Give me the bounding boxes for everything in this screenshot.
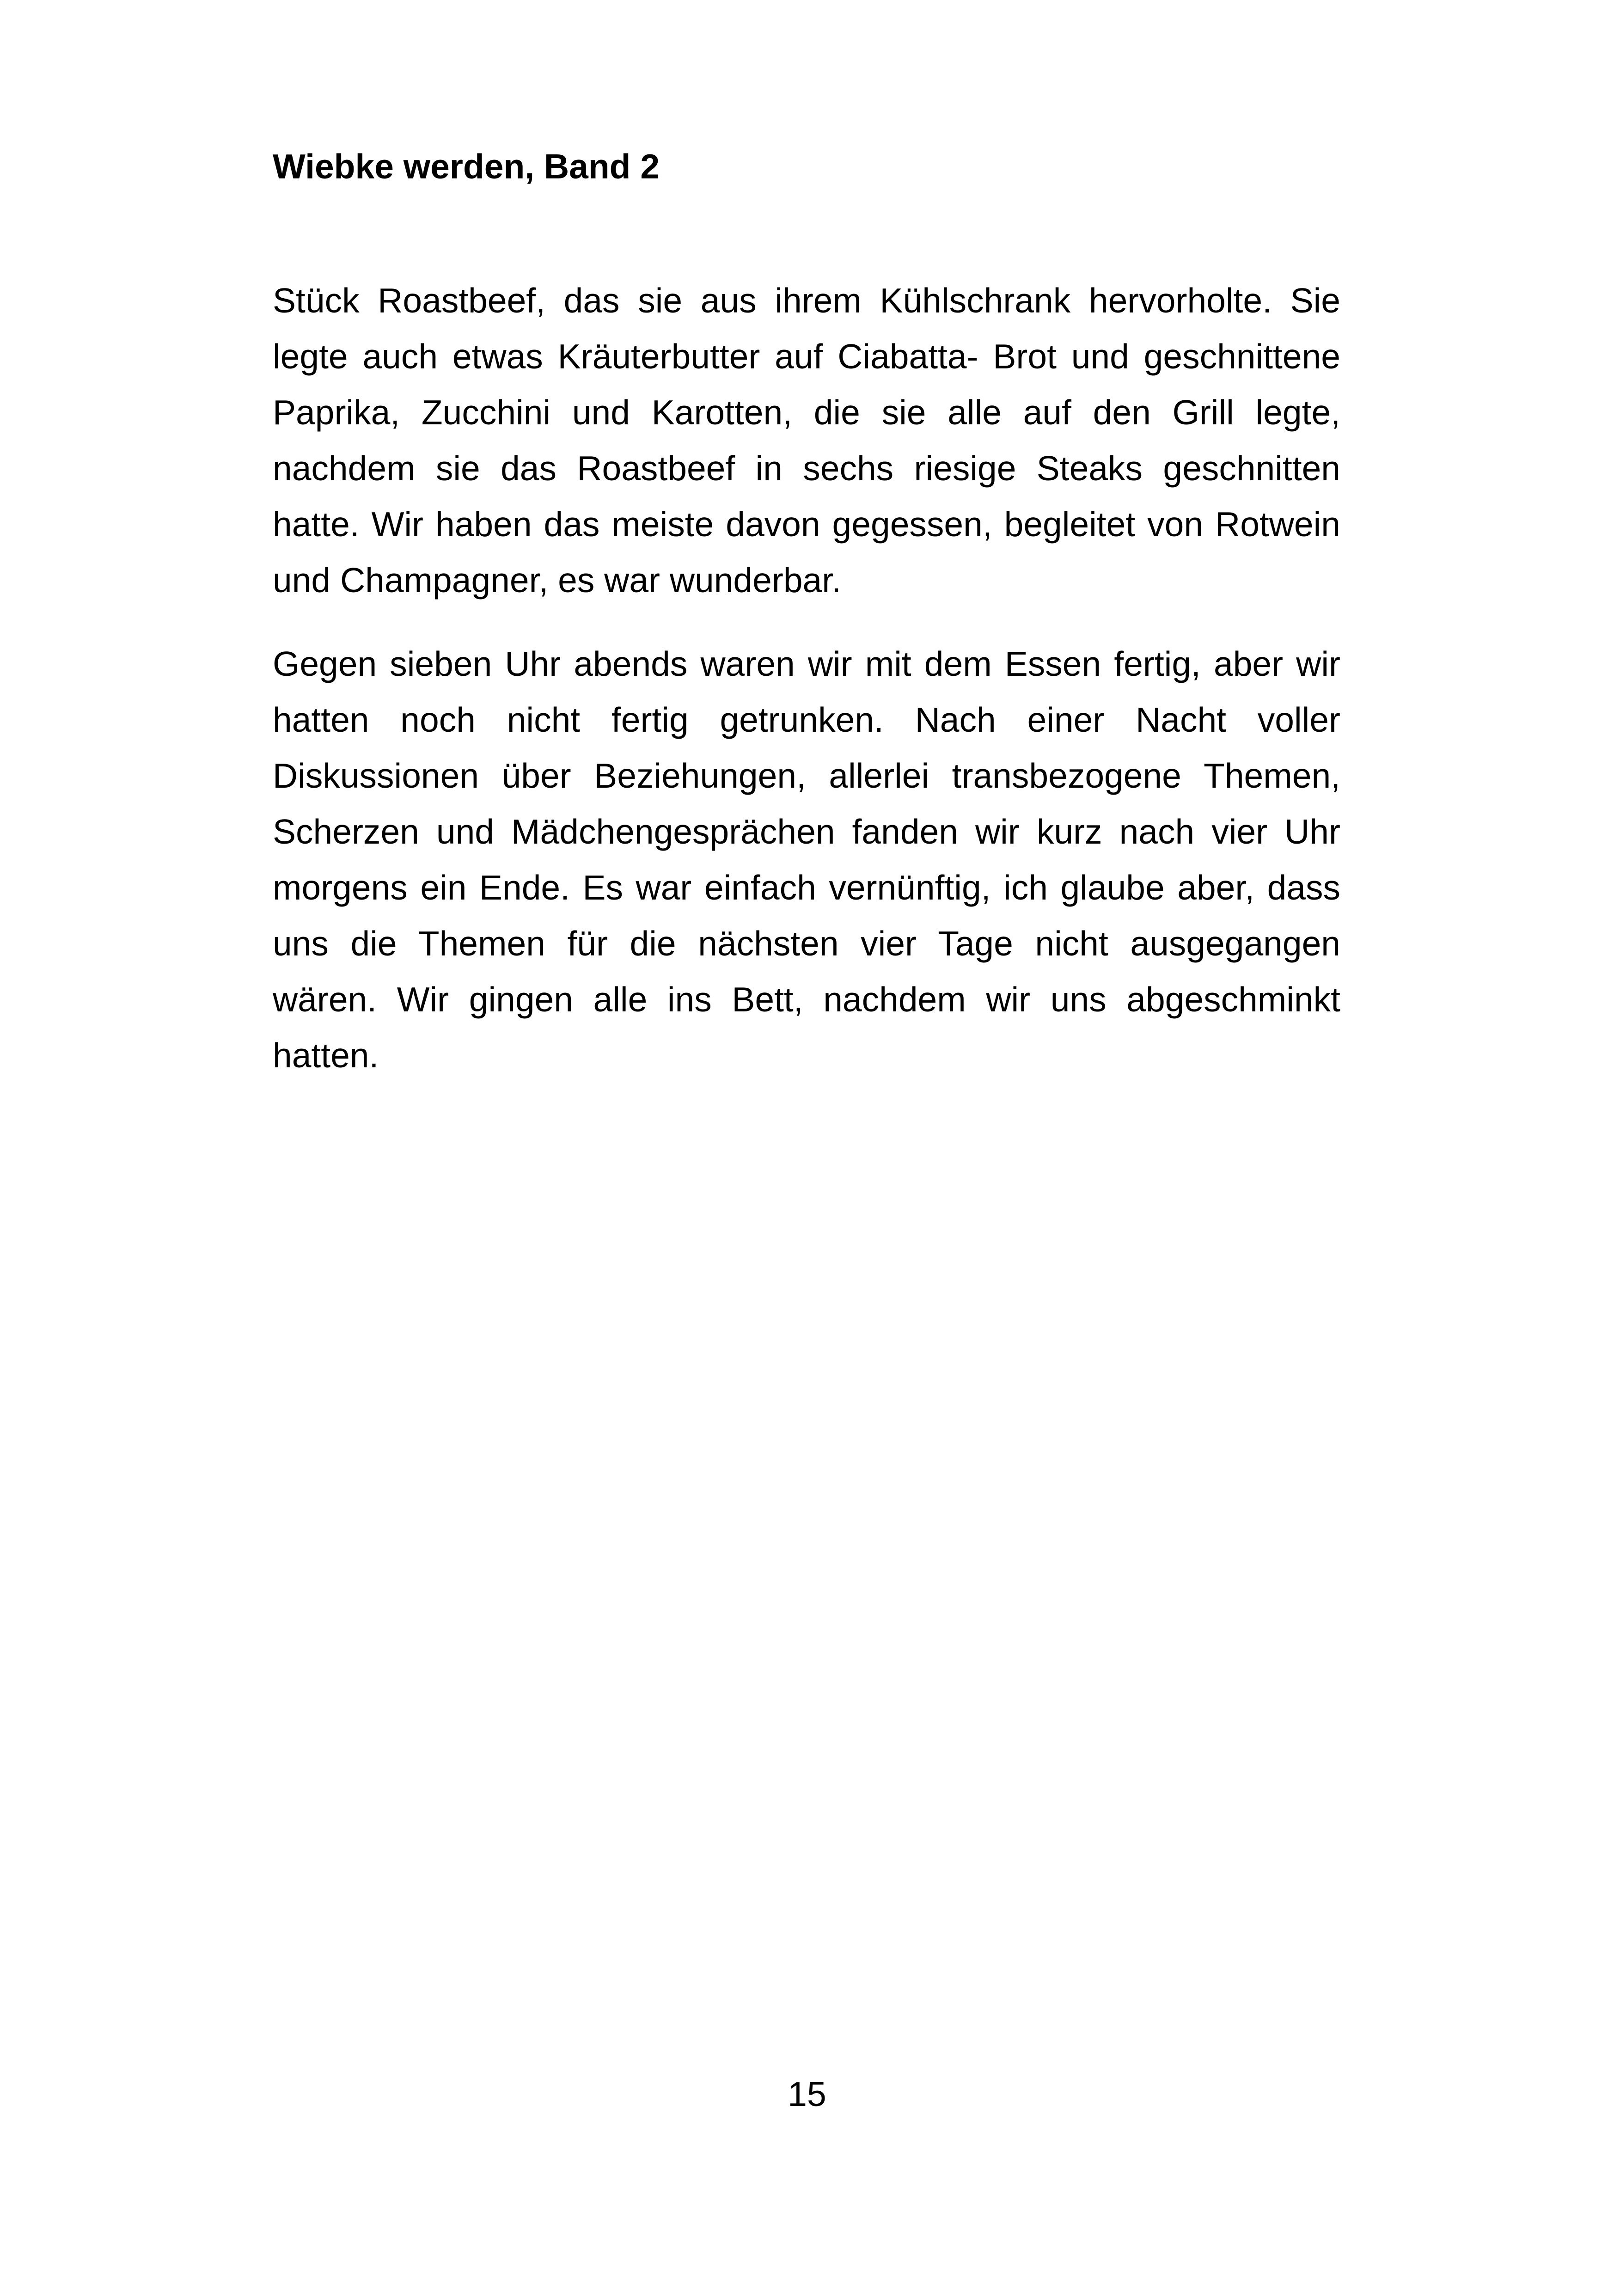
page-number: 15 bbox=[788, 2075, 826, 2113]
paragraph-2: Gegen sieben Uhr abends waren wir mit dem Essen fertig, aber wir hatten noch nicht fertig getrunken. Nach einer Nacht voller Diskussionen über Beziehungen, allerlei transbezogene Themen, Scherzen und Mädchengesprächen fanden wir kurz nach vier Uhr morgens ein Ende. Es war einfach vernünftig, ich glaube aber, dass uns die Themen für die nächsten vier Tage nicht ausgegangen wären. Wir gingen alle ins Bett, nachdem wir uns abgeschminkt hatten. bbox=[273, 644, 1340, 1075]
paragraph-1: Stück Roastbeef, das sie aus ihrem Kühlschrank hervorholte. Sie legte auch etwas Kräuterbutter auf Ciabatta- Brot und geschnittene Paprika, Zucchini und Karotten, die sie alle auf den Grill legte, nachdem sie das Roastbeef in sechs riesige Steaks geschnitten hatte. Wir haben das meiste davon gegessen, begleitet von Rotwein und Champagner, es war wunderbar. bbox=[273, 281, 1340, 600]
running-header-title: Wiebke werden, Band 2 bbox=[273, 147, 660, 186]
body-text bbox=[273, 273, 1340, 1111]
